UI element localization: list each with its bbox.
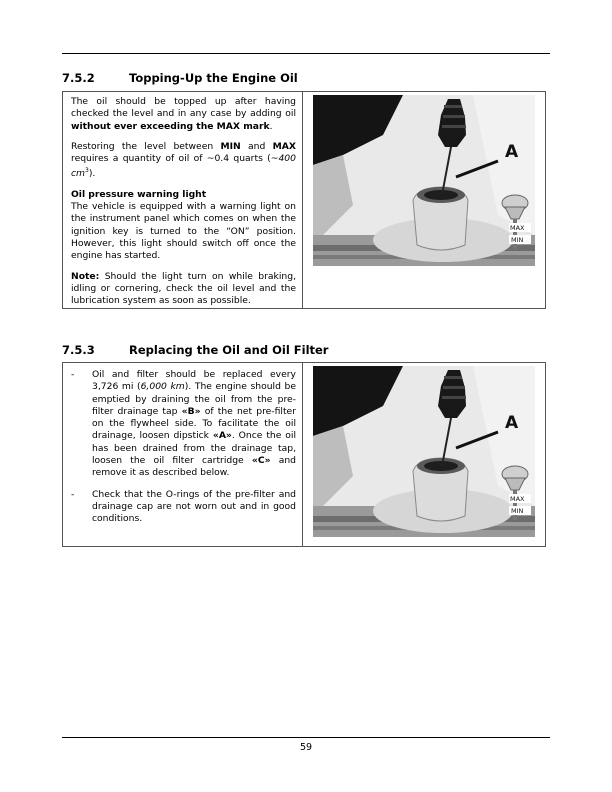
section-heading-7-5-2 xyxy=(62,71,298,85)
section-7-5-2-table xyxy=(62,91,546,309)
section-title: Replacing the Oil and Oil Filter xyxy=(129,343,329,357)
engine-oil-dipstick-photo xyxy=(313,366,535,537)
page-number: 59 xyxy=(299,742,313,753)
top-rule xyxy=(62,53,550,54)
max-warning: without ever exceeding the MAX mark xyxy=(71,120,270,132)
min-mark-label: MIN xyxy=(511,236,524,244)
list-item: - Oil and filter should be replaced every 3,726 mi (6,000 km). The engine should be emptied by draining the oil from the pre-filter drainage tap «B» of the net pre-filter on the flywheel side. To facilitate the oil drainage, loosen dipstick «A». Once the oil has been drained from the drainage tap, loosen the oil filter cartridge «C» and remove it as described below. xyxy=(71,369,297,479)
list-item: - Check that the O-rings of the pre-filter and drainage cap are not worn out and in good conditions. xyxy=(71,488,296,525)
image-cell xyxy=(303,92,545,308)
image-cell xyxy=(303,363,545,546)
text-cell xyxy=(63,363,303,546)
engine-oil-dipstick-photo xyxy=(313,95,535,266)
section-title: Topping-Up the Engine Oil xyxy=(129,71,298,85)
section-number: 7.5.2 xyxy=(62,71,95,85)
procedure-list xyxy=(71,369,296,526)
note-paragraph: Note: Should the light turn on while braking, idling or cornering, check the oil level and the lubrication system as soon as possible. xyxy=(71,270,296,307)
paragraph-quantity: Restoring the level between MIN and MAX requires a quantity of oil of ~0.4 quarts (~400 $cm^3$). xyxy=(71,140,296,180)
section-heading-7-5-3 xyxy=(62,343,328,357)
max-mark-label: MAX xyxy=(510,495,525,503)
section-7-5-3-table xyxy=(62,362,546,547)
warning-light-body: The vehicle is equipped with a warning light on the instrument panel which comes on when the ignition key is turned to the “ON” position. However, this light should switch off once the engine has started. xyxy=(71,201,296,262)
warning-light-title: Oil pressure warning light xyxy=(71,188,207,200)
min-mark-label: MIN xyxy=(511,507,524,515)
paragraph-topping-up: The oil should be topped up after having checked the level and in any case by adding oil without ever exceeding the MAX mark. xyxy=(71,96,296,132)
callout-label-a: A xyxy=(505,142,519,162)
section-number: 7.5.3 xyxy=(62,343,95,357)
bottom-rule xyxy=(62,737,550,738)
text-cell xyxy=(63,92,303,308)
callout-label-a: A xyxy=(505,413,519,433)
max-mark-label: MAX xyxy=(510,224,525,232)
